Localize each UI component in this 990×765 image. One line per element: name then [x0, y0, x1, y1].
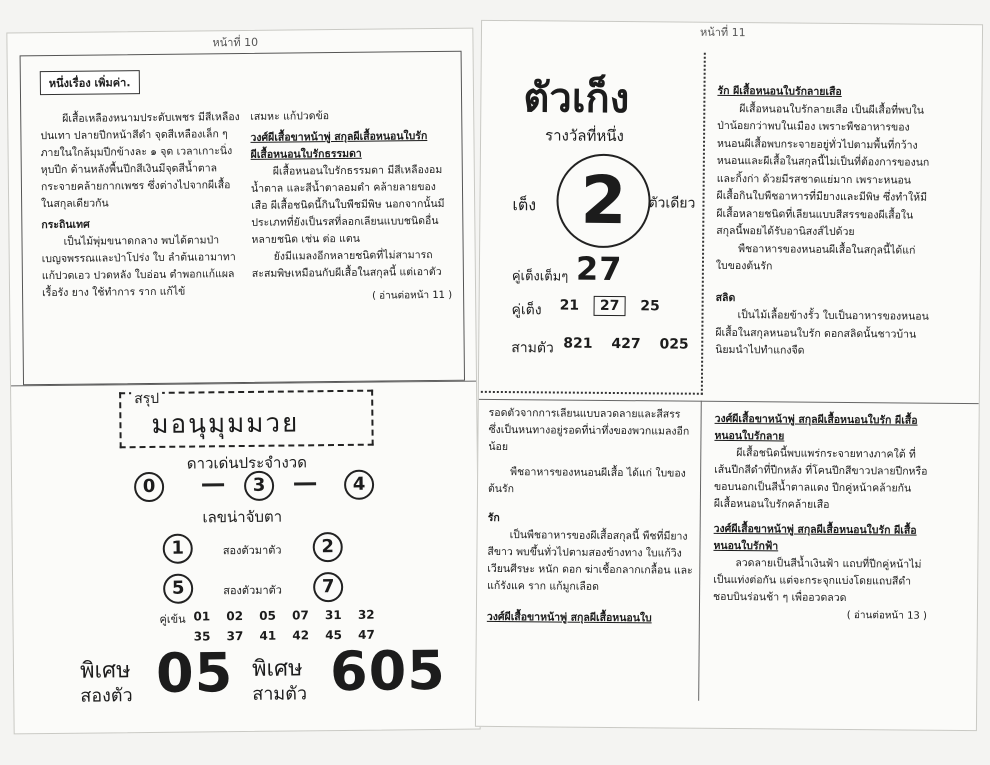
- star-digit-2: 4: [344, 470, 374, 500]
- pairs-row-1: [193, 608, 374, 624]
- pair-value: 37: [226, 629, 244, 644]
- article-col-1: [40, 109, 242, 302]
- pair-row-value: 25: [640, 298, 660, 315]
- pair-value: 07: [292, 608, 309, 623]
- pair-value: 47: [358, 627, 375, 642]
- dash-separator: [294, 482, 316, 485]
- summary-label: สรุป: [131, 388, 162, 410]
- single-right-label: ตัวเดียว: [648, 195, 696, 212]
- special-label-three: พิเศษ: [251, 656, 303, 682]
- pair-value: 01: [193, 609, 211, 624]
- divider-vertical: [698, 401, 702, 701]
- star-number-label: ดาวเด่นประจำงวด: [186, 453, 307, 473]
- two-digit-label: สองตัวมาตัว: [223, 583, 283, 598]
- dash-separator: [202, 483, 224, 486]
- article-lower-left: [487, 405, 695, 628]
- section-heading: วงศ์ผีเสื้อขาหน้าพู่ สกุลผีเสื้อหนอนใบ: [486, 610, 652, 625]
- pairs-label: คู่เข้น: [159, 612, 186, 626]
- chase-digit-0: 1: [163, 534, 193, 564]
- pair-value: 32: [357, 607, 375, 622]
- star-digit-1: 3: [244, 471, 274, 501]
- paragraph: พืชอาหารของหนอนผีเสื้อในสกุลนี้ได้แก่ ใบของต้นรัก: [715, 242, 916, 273]
- article-upper-right: [715, 79, 931, 361]
- divider-line: [479, 399, 979, 404]
- right-page: [475, 20, 983, 731]
- three-value: 427: [611, 335, 641, 353]
- pair-row-value: 21: [559, 297, 580, 314]
- three-row: [563, 336, 689, 353]
- paragraph-continued: รอดตัวจากการเลียนแบบลวดลายและสีสรร ซึ่งเป็นหนทางอยู่รอดที่น่าทึ่งของพวกแมลงอีกน้อย: [488, 406, 690, 454]
- pair-row-label: คู่เต็ง: [511, 302, 542, 319]
- section-heading: กระถินเทศ: [41, 218, 90, 232]
- chase-digit-1: 2: [313, 532, 343, 562]
- three-value: 821: [563, 335, 593, 352]
- section-heading: รัก: [487, 511, 500, 525]
- section-heading: รัก ผีเสื้อหนอนใบรักลายเสือ: [717, 84, 842, 98]
- special-two-value: 05: [155, 641, 234, 705]
- continued-note: ( อ่านต่อหน้า 13 ): [846, 610, 927, 622]
- paragraph: ผีเสื้อเหลืองหนามประดับเพชร มีสีเหลืองปนเทา ปลายปีกหน้าสีดำ จุดสีเหลืองเล็ก ๆ ภายในใกล้มุมปีกข้างละ ๑ จุด เวลาเกาะนิ่งหุบปีก ด้านหลังพื้นปีกสีเงินมีจุดสีน้ำตาลกระจายคล้ายกากเพชร ซึ่งต่างไปจากผีเสื้อในสกุลเดียวกัน: [40, 111, 240, 211]
- paragraph-continued: เสมหะ แก้ปวดข้อ: [250, 110, 330, 123]
- page-number-left: หน้าที่ 10: [212, 35, 259, 50]
- pair-value: 31: [324, 607, 342, 623]
- paragraph: ยังมีแมลงอีกหลายชนิดที่ไม่สามารถสะสมพิษเหมือนกับผีเสื้อในสกุลนี้ แต่เอาตัว: [251, 249, 442, 280]
- single-digit: 2: [556, 153, 651, 248]
- section-heading: วงศ์ผีเสื้อขาหน้าพู่ สกุลผีเสื้อหนอนใบรัก ผีเสื้อหนอนใบรักธรรมดา: [250, 130, 428, 161]
- prediction-subtitle: รางวัลที่หนึ่ง: [545, 126, 624, 146]
- chase-digit-3: 7: [313, 572, 343, 602]
- summary-word: มอนุมุมมวย: [151, 408, 300, 440]
- paragraph: เป็นไม้พุ่มขนาดกลาง พบได้ตามป่าเบญจพรรณและป่าโปร่ง ใบ ลำต้นเอามาทาแก้ปวดเอว ปวดหลัง ใบอ่อน ตำพอกแก้แผลเรื้อรัง ยาง ใช้ทำการ ราก แก้ไข้: [41, 234, 236, 300]
- pair-row: [560, 298, 660, 315]
- page-number-right: หน้าที่ 11: [699, 25, 746, 40]
- left-page: [6, 28, 480, 735]
- pair-value: 35: [193, 629, 211, 644]
- paragraph: พืชอาหารของหนอนผีเสื้อ ได้แก่ ใบของต้นรัก: [487, 466, 686, 496]
- special-three-label: สามตัว: [252, 683, 308, 705]
- section-heading: วงศ์ผีเสื้อขาหน้าพู่ สกุลผีเสื้อหนอนใบรัก ผีเสื้อหนอนใบรักฟ้า: [713, 522, 917, 553]
- section-heading: วงศ์ผีเสื้อขาหน้าพู่ สกุลผีเสื้อหนอนใบรัก ผีเสื้อหนอนใบรักลาย: [714, 412, 918, 443]
- pair-value: 42: [292, 628, 310, 643]
- paragraph: เป็นไม้เลื้อยข้างรั้ว ใบเป็นอาหารของหนอนผีเสื้อในสกุลหนอนใบรัก ดอกสลิดนั้นชาวบ้านนิยมนำไปทำแกงจืด: [715, 309, 929, 357]
- section-heading: สลิด: [715, 291, 736, 304]
- three-label: สามตัว: [511, 340, 554, 357]
- prediction-title: ตัวเก็ง: [523, 75, 630, 123]
- paragraph: เป็นพืชอาหารของผีเสื้อสกุลนี้ พืชที่มียางสีขาว พบขึ้นทั่วไปตามสองข้างทาง ใบแก้วิงเวียนศีรษะ หนัก ดอก ฆ่าเชื้อกลากเกลื้อน และแก้รังแค ราก แก้มูกเลือด: [487, 529, 693, 593]
- two-digit-label: สองตัวมาตัว: [222, 543, 282, 558]
- pair-value: 27: [575, 249, 623, 289]
- chase-digit-2: 5: [163, 574, 193, 604]
- special-three-value: 605: [329, 638, 447, 704]
- pair-label: คู่เต็งเต็มๆ: [511, 269, 569, 285]
- pair-value: 41: [259, 628, 277, 643]
- article-col-2: [250, 107, 452, 306]
- star-digit-0: 0: [134, 472, 164, 502]
- pair-value: 05: [259, 608, 277, 623]
- special-two-label: สองตัว: [80, 685, 133, 707]
- continued-note: ( อ่านต่อหน้า 11 ): [371, 289, 453, 302]
- paragraph: ลวดลายเป็นสีน้ำเงินฟ้า แถบที่ปีกคู่หน้าไม่เป็นแท่งต่อกัน แต่จะกระจุกแบ่งโดยแถบสีดำ ชอบบินร่อนช้า ๆ เพื่ออวดลวด: [713, 557, 922, 605]
- single-left-label: เต็ง: [512, 195, 537, 215]
- three-value: 025: [659, 336, 689, 353]
- pair-value: 02: [226, 609, 244, 624]
- paragraph: ผีเสื้อหนอนใบรักธรรมดา มีสีเหลืองอมน้ำตาล และสีน้ำตาลอมดำ คล้ายลายของเสือ ผีเสื้อชนิดนี้กินใบพืชมีพิษ นอกจากนั้นมีประเภทที่ยังเป็นรสที่ลอกเลียนแบบชนิดอื่น หลายชนิด เช่น ต่อ แตน: [250, 163, 445, 246]
- paragraph: ผีเสื้อหนอนใบรักลายเสือ เป็นผีเสื้อที่พบในป่าน้อยกว่าพบในเมือง เพราะพืชอาหารของหนอนผีเสื้อพบกระจายอยู่ทั่วไปตามพื้นที่กว้าง หนอนและผีเสื้อในสกุลนี้ไม่เป็นที่ต้องการของนกและกิ้งก่า ด้วยมีรสชาดแย่มาก เพราะหนอนผีเสื้อกินใบพืชอาหารที่มียางและมีพิษ ซึ่งทำให้มีผีเสื้อหลายชนิดที่เลียนแบบสีสรรของผีเสื้อในสกุลนี้พอยได้รับอานิสงส์ไปด้วย: [716, 102, 930, 239]
- pair-value: 45: [325, 627, 343, 643]
- chase-number-label: เลขน่าจับตา: [202, 507, 283, 527]
- section-tag: หนึ่งเรื่อง เพิ่มค่า.: [40, 70, 140, 95]
- paragraph: ผีเสื้อชนิดนี้พบแพร่กระจายทางภาคใต้ ที่เส้นปีกสีดำที่ปีกหลัง ที่โคนปีกสีขาวปลายปีกหรือขอบนอกเป็นสีน้ำตาลแดง ปีกคู่หน้าคล้ายกัน ผีเสื้อหนอนใบรักคล้ายเสือ: [713, 447, 928, 511]
- article-lower-right: [713, 407, 929, 625]
- special-label-two: พิเศษ: [79, 658, 131, 684]
- pair-row-value-boxed: 27: [594, 296, 626, 316]
